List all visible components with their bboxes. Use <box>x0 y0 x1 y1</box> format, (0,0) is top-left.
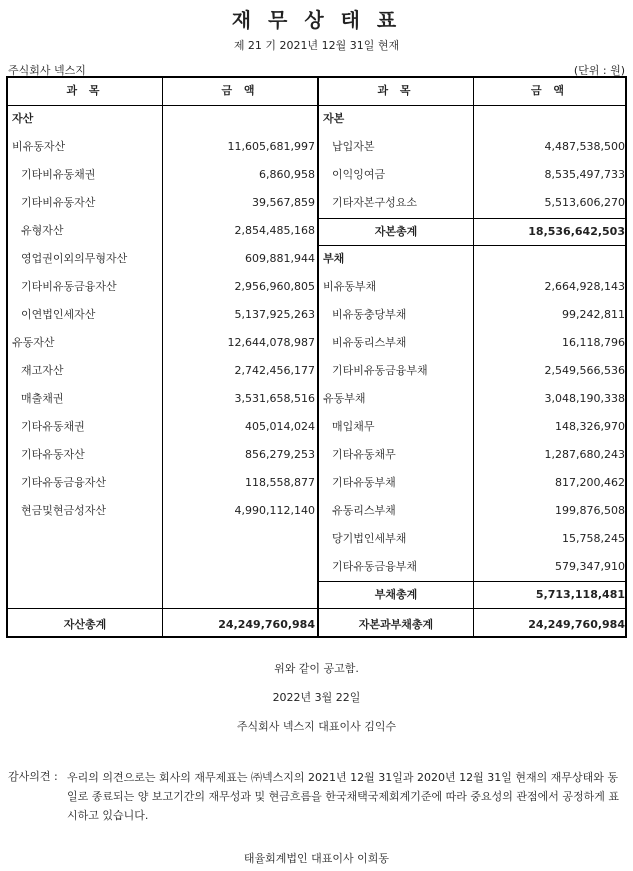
equity-row-value: 8,535,497,733 <box>544 168 625 181</box>
equity-total-top <box>318 218 625 219</box>
equity-row-label: 기타자본구성요소 <box>332 196 418 209</box>
liability-row-value: 579,347,910 <box>555 560 625 573</box>
header-subject-left: 과 목 <box>66 84 104 97</box>
asset-row-value: 856,279,253 <box>245 448 315 461</box>
liability-row-label: 기타비유동금융부채 <box>332 364 428 377</box>
asset-row-label: 유동자산 <box>12 336 55 349</box>
equity-section-label: 자본 <box>323 112 345 125</box>
liability-row-label: 기타유동채무 <box>332 448 396 461</box>
asset-row-value: 405,014,024 <box>245 420 315 433</box>
asset-row-label: 현금및현금성자산 <box>21 504 107 517</box>
liability-row-value: 1,287,680,243 <box>544 448 625 461</box>
liab-total-top <box>318 581 625 582</box>
equity-total-bottom <box>318 245 625 246</box>
asset-row-label: 기타비유동채권 <box>21 168 96 181</box>
asset-row-value: 2,854,485,168 <box>234 224 315 237</box>
liability-row-value: 148,326,970 <box>555 420 625 433</box>
equity-liabilities-total-label: 자본과부채총계 <box>358 618 434 631</box>
liability-row-label: 유동리스부채 <box>332 504 396 517</box>
signer-text: 주식회사 넥스지 대표이사 김익수 <box>236 720 397 733</box>
notice-text: 위와 같이 공고함. <box>274 662 359 675</box>
liability-row-value: 2,549,566,536 <box>544 364 625 377</box>
liability-row-label: 유동부채 <box>323 392 366 405</box>
asset-row-value: 118,558,877 <box>245 476 315 489</box>
asset-row-value: 12,644,078,987 <box>227 336 315 349</box>
liability-row-label: 비유동부채 <box>323 280 377 293</box>
liability-row-value: 16,118,796 <box>562 336 625 349</box>
header-subject-right: 과 목 <box>377 84 415 97</box>
total-divider-right <box>318 608 625 609</box>
asset-row-value: 3,531,658,516 <box>234 392 315 405</box>
asset-row-value: 39,567,859 <box>252 196 315 209</box>
balance-sheet-table <box>6 76 627 638</box>
auditor-name: 태율회계법인 대표이사 이희동 <box>243 852 390 865</box>
asset-row-value: 4,990,112,140 <box>234 504 315 517</box>
asset-row-label: 재고자산 <box>21 364 64 377</box>
col-divider <box>162 78 163 636</box>
total-divider-left <box>8 608 318 609</box>
liability-row-value: 3,048,190,338 <box>544 392 625 405</box>
assets-total-label: 자산총계 <box>63 618 107 631</box>
asset-row-value: 11,605,681,997 <box>227 140 315 153</box>
asset-row-value: 2,956,960,805 <box>234 280 315 293</box>
liability-row-value: 2,664,928,143 <box>544 280 625 293</box>
asset-row-label: 기타유동자산 <box>21 448 85 461</box>
liability-row-label: 당기법인세부채 <box>332 532 407 545</box>
equity-liabilities-total-value: 24,249,760,984 <box>528 618 625 631</box>
liabilities-total-label: 부채총계 <box>374 588 418 601</box>
liability-row-value: 199,876,508 <box>555 504 625 517</box>
equity-row-value: 4,487,538,500 <box>544 140 625 153</box>
asset-row-label: 기타유동금융자산 <box>21 476 107 489</box>
equity-row-value: 5,513,606,270 <box>544 196 625 209</box>
liability-row-value: 99,242,811 <box>562 308 625 321</box>
unit-label: (단위 : 원) <box>573 64 625 77</box>
liability-row-label: 기타유동부채 <box>332 476 396 489</box>
asset-row-label: 비유동자산 <box>12 140 66 153</box>
liabilities-section-label: 부채 <box>323 252 345 265</box>
asset-row-value: 6,860,958 <box>259 168 315 181</box>
assets-total-value: 24,249,760,984 <box>218 618 315 631</box>
col-divider-center <box>317 78 319 636</box>
asset-row-label: 영업권이외의무형자산 <box>21 252 128 265</box>
page-title: 재 무 상 태 표 <box>231 8 402 32</box>
audit-opinion-label: 감사의견 : <box>8 770 58 783</box>
liability-row-label: 기타유동금융부채 <box>332 560 418 573</box>
asset-row-label: 기타유동채권 <box>21 420 85 433</box>
asset-row-label: 매출채권 <box>21 392 64 405</box>
header-divider <box>8 105 625 106</box>
notice-date: 2022년 3월 22일 <box>272 691 361 704</box>
header-amount-right: 금 액 <box>530 84 569 97</box>
asset-row-label: 유형자산 <box>21 224 64 237</box>
equity-total-label: 자본총계 <box>374 225 418 238</box>
liabilities-total-value: 5,713,118,481 <box>535 588 625 601</box>
liability-row-label: 비유동충당부채 <box>332 308 407 321</box>
liability-row-value: 817,200,462 <box>555 476 625 489</box>
asset-row-value: 2,742,456,177 <box>234 364 315 377</box>
asset-row-value: 5,137,925,263 <box>234 308 315 321</box>
header-amount-left: 금 액 <box>221 84 259 97</box>
period-subtitle: 제 21 기 2021년 12월 31일 현재 <box>233 39 400 52</box>
col-divider <box>473 78 474 636</box>
asset-row-value: 609,881,944 <box>245 252 315 265</box>
audit-opinion-text: 우리의 의견으로는 회사의 재무제표는 ㈜넥스지의 2021년 12월 31일과 2020년 12월 31일 현재의 재무상태와 동일로 종료되는 양 보고기간의 재무성과 및 현금흐름을 한국채택국제회계기준에 따라 중요성의 관점에서 공정하게 표시하고 있습니다. <box>67 771 620 822</box>
equity-row-label: 납입자본 <box>332 140 375 153</box>
company-name: 주식회사 넥스지 <box>8 64 86 77</box>
liability-row-label: 매입채무 <box>332 420 375 433</box>
equity-row-label: 이익잉여금 <box>332 168 386 181</box>
assets-section-label: 자산 <box>12 112 34 125</box>
asset-row-label: 이연법인세자산 <box>21 308 96 321</box>
asset-row-label: 기타비유동자산 <box>21 196 96 209</box>
liability-row-label: 비유동리스부채 <box>332 336 407 349</box>
liability-row-value: 15,758,245 <box>562 532 625 545</box>
asset-row-label: 기타비유동금융자산 <box>21 280 117 293</box>
equity-total-value: 18,536,642,503 <box>528 225 625 238</box>
